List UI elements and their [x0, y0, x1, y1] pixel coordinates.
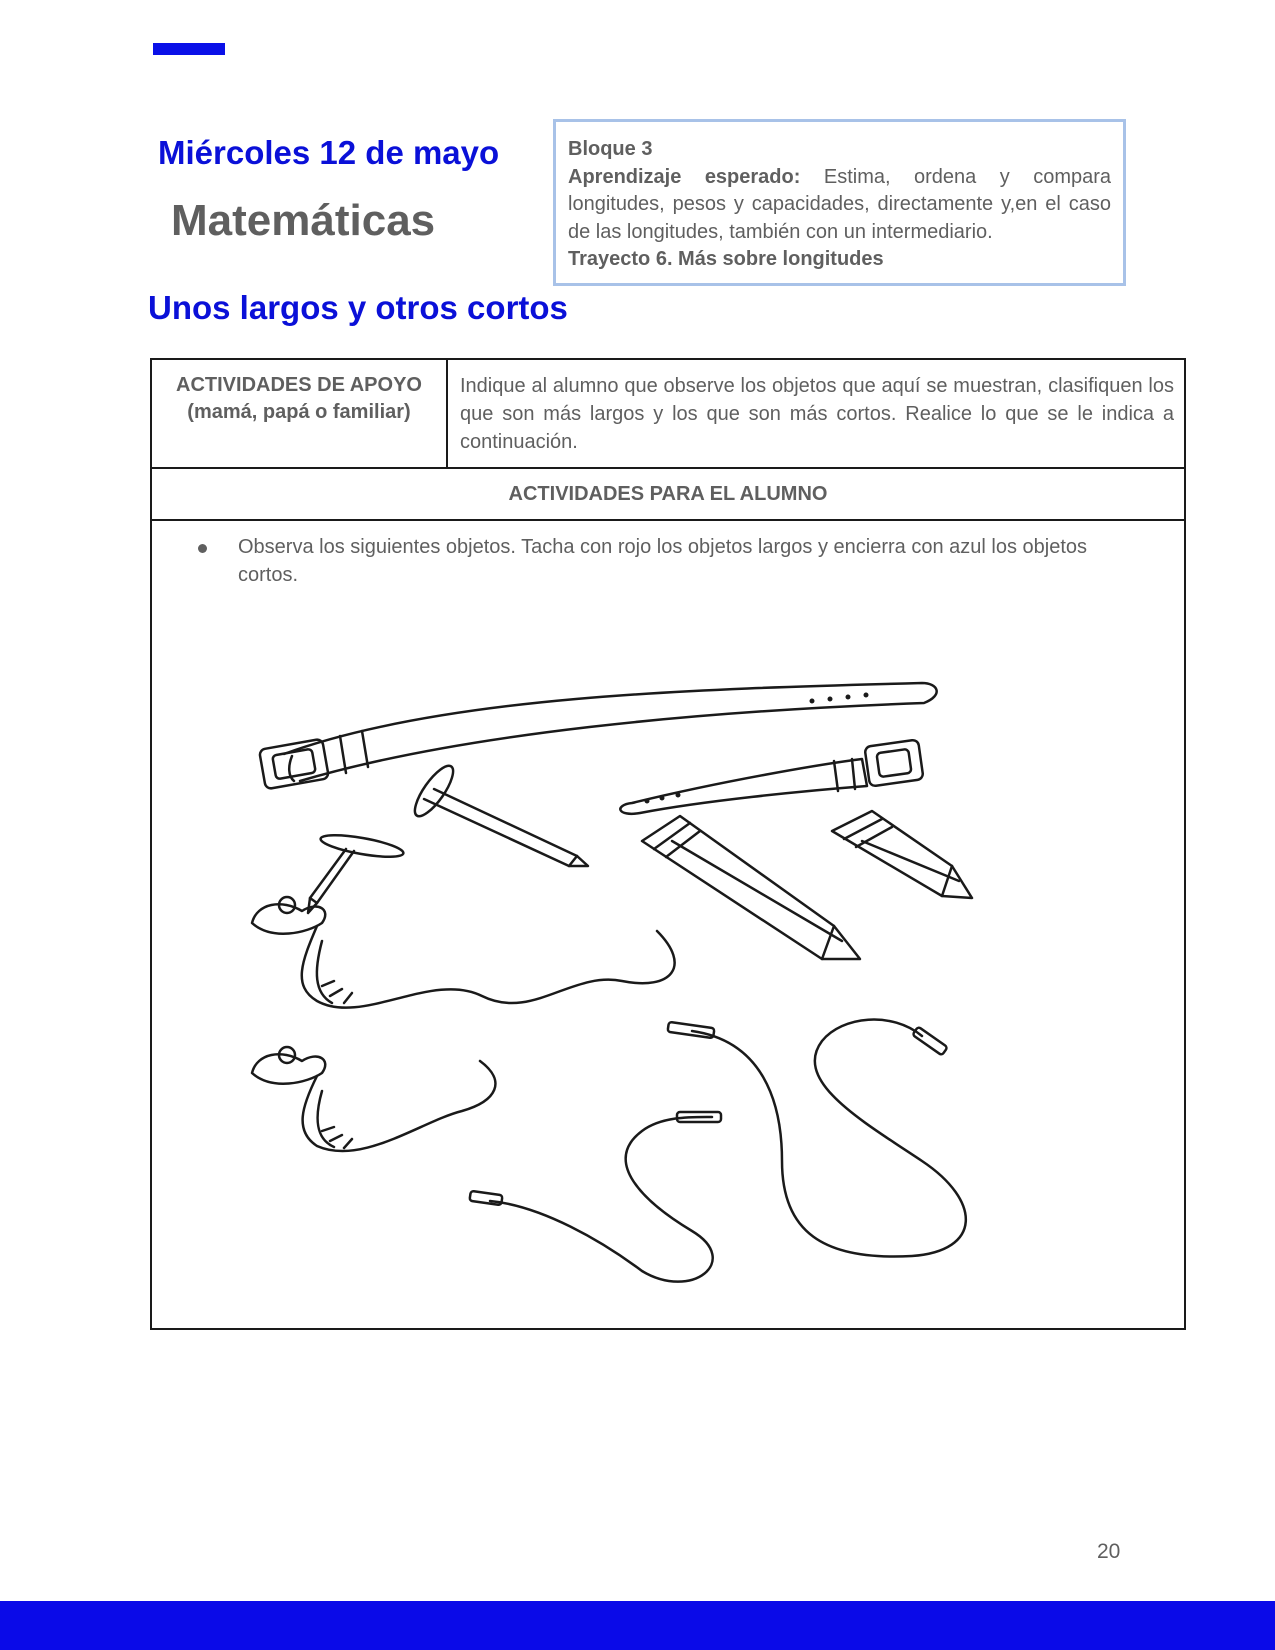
- short-pencil-icon: [832, 811, 972, 898]
- short-rope-icon: [469, 1112, 721, 1282]
- page-number: 20: [1097, 1540, 1121, 1563]
- activities-table: [150, 358, 1186, 1330]
- support-heading: ACTIVIDADES DE APOYO: [176, 374, 422, 396]
- learning-expected: [568, 164, 1111, 247]
- long-pencil-icon: [642, 816, 860, 959]
- trajectory-label: Trayecto 6. Más sobre longitudes: [568, 248, 884, 270]
- bullet-icon: [198, 544, 207, 553]
- objects-illustration: [222, 641, 1102, 1291]
- student-activity-cell: [152, 521, 1184, 1328]
- top-accent-bar: [153, 43, 225, 55]
- bottom-bar: [0, 1601, 1275, 1650]
- long-snake-icon: [252, 897, 675, 1008]
- student-heading: ACTIVIDADES PARA EL ALUMNO: [152, 469, 1184, 521]
- support-heading-cell: [152, 360, 448, 467]
- support-subheading: (mamá, papá o familiar): [187, 401, 411, 423]
- short-belt-icon: [620, 739, 923, 813]
- date-title: Miércoles 12 de mayo: [158, 134, 500, 171]
- learning-info-box: [553, 119, 1126, 286]
- section-title: Unos largos y otros cortos: [148, 289, 568, 326]
- long-nail-icon: [409, 761, 588, 866]
- learning-text: Estima, ordena y compara longitudes, pesos y capacidades, directamente y,en el caso de las longitudes, también con un intermediario.: [568, 165, 1112, 243]
- learning-label: Aprendizaje esperado:: [568, 165, 801, 188]
- support-row: [152, 360, 1184, 469]
- short-snake-icon: [252, 1047, 495, 1151]
- short-nail-icon: [308, 831, 405, 913]
- support-text: Indique al alumno que observe los objetos que aquí se muestran, clasifiquen los que son más largos y los que son más cortos. Realice lo que se le indica a continuación.: [460, 375, 1174, 453]
- block-label: Bloque 3: [568, 138, 653, 160]
- instruction-text: Observa los siguientes objetos. Tacha con rojo los objetos largos y encierra con azul los objetos cortos.: [238, 536, 1087, 586]
- subject-title: Matemáticas: [171, 196, 436, 245]
- long-rope-icon: [668, 1020, 966, 1257]
